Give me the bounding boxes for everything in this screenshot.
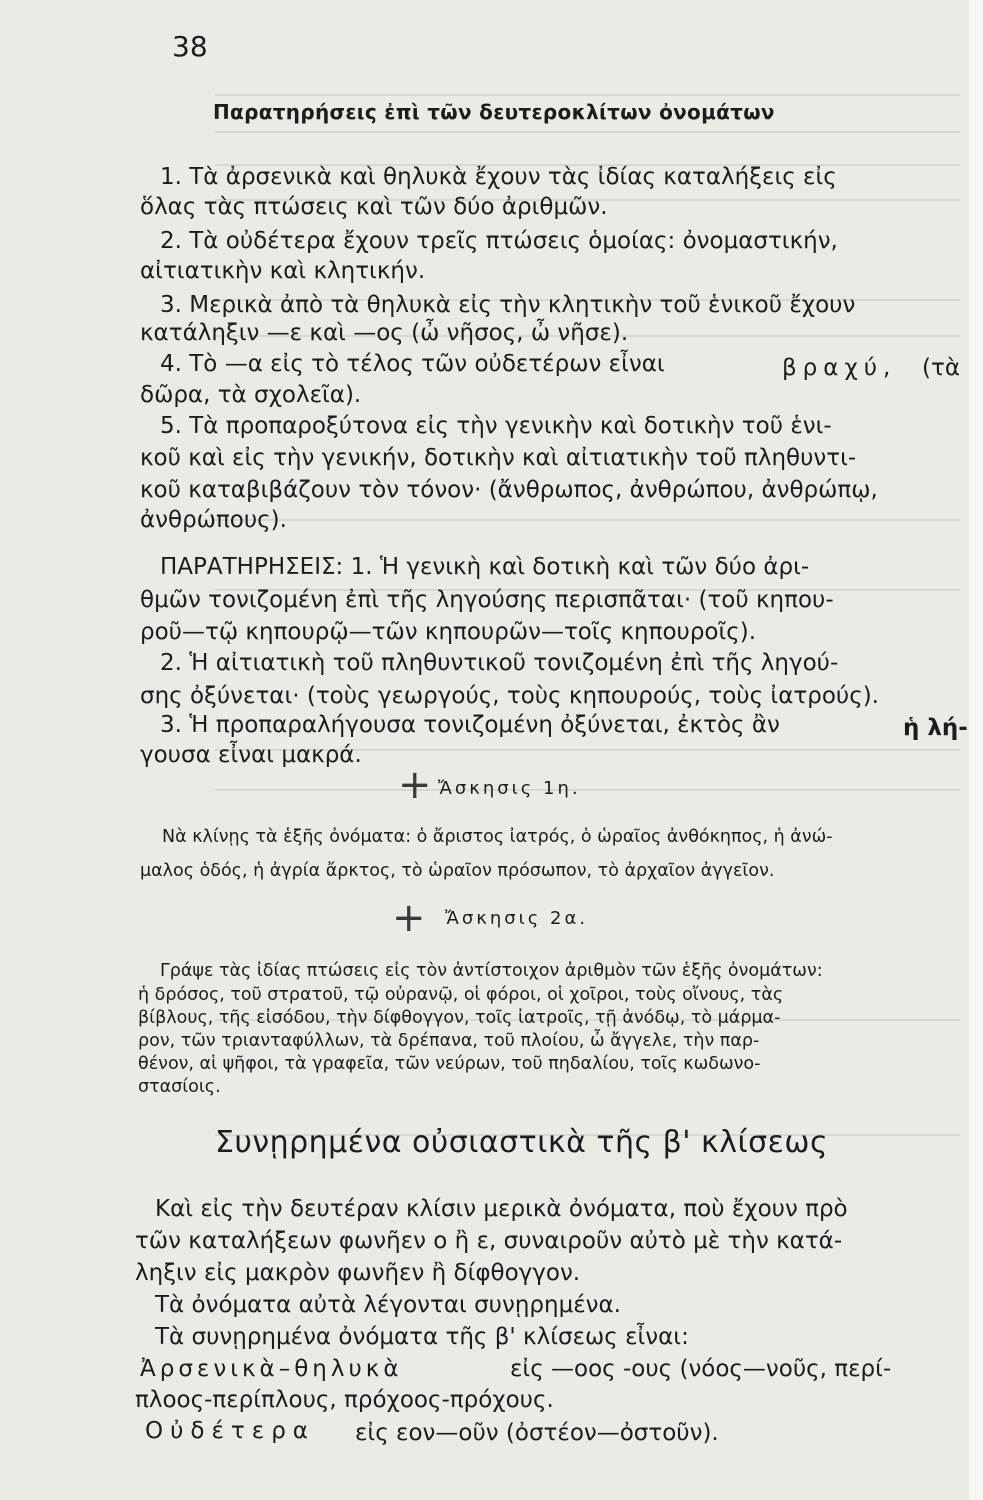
exercise-1-title: Ἄσκησις 1η. (438, 778, 581, 799)
rule-4-tail: (τὰ (922, 355, 960, 381)
rule-1-line-2: ὅλας τὰς πτώσεις καὶ τῶν δύο ἀριθμῶν. (140, 194, 608, 220)
neuter-text: εἰς εον—οῦν (ὀστέον—ὀστοῦν). (355, 1420, 719, 1446)
remarks-line-3: ροῦ—τῷ κηπουρῷ—τῶν κηπουρῶν—τοῖς κηπουροῖς). (140, 619, 757, 645)
remarks-line-6: 3. Ἡ προπαραλήγουσα τονιζομένη ὀξύνεται, ἐκτὸς ἂν (160, 712, 780, 738)
page-edge (969, 0, 983, 1500)
section-line-3: ληξιν εἰς μακρὸν φωνῆεν ἢ δίφθογγον. (135, 1260, 581, 1286)
section-heading-remarks: Παρατηρήσεις ἐπὶ τῶν δευτεροκλίτων ὀνομάτων (213, 100, 775, 124)
section-line-5: Τὰ συνῃρημένα ὀνόματα τῆς β' κλίσεως εἶναι: (155, 1324, 689, 1350)
handwritten-check-mark: + (392, 895, 426, 941)
section-line-1: Καὶ εἰς τὴν δευτέραν κλίσιν μερικὰ ὀνόματα, ποὺ ἔχουν πρὸ (155, 1196, 848, 1222)
rule-3-line-1: 3. Μερικὰ ἀπὸ τὰ θηλυκὰ εἰς τὴν κλητικὴν τοῦ ἑνικοῦ ἔχουν (160, 292, 856, 318)
rule-2-line-2: αἰτιατικὴν καὶ κλητικήν. (140, 258, 426, 284)
rule-4-line-2: δῶρα, τὰ σχολεῖα). (140, 382, 362, 408)
rule-5-line-1: 5. Τὰ προπαροξύτονα εἰς τὴν γενικὴν καὶ δοτικὴν τοῦ ἑνι- (160, 413, 832, 439)
rule-4-emphasis: βραχύ, (782, 355, 897, 381)
remarks-line-1: ΠΑΡΑΤΗΡΗΣΕΙΣ: 1. Ἡ γενικὴ καὶ δοτικὴ καὶ τῶν δύο ἀρι- (160, 554, 810, 580)
masc-fem-label: Ἀρσενικὰ–θηλυκὰ (140, 1356, 403, 1382)
exercise-2-title: Ἄσκησις 2α. (445, 908, 589, 929)
rule-3-line-2: κατάληξιν —ε καὶ —ος (ὦ νῆσος, ὦ νῆσε). (140, 320, 629, 346)
section-line-4: Τὰ ὀνόματα αὐτὰ λέγονται συνῃρημένα. (155, 1292, 621, 1318)
rule-1-line-1: 1. Τὰ ἀρσενικὰ καὶ θηλυκὰ ἔχουν τὰς ἰδίας καταλήξεις εἰς (160, 164, 837, 190)
exercise-2-line-1: Γράψε τὰς ἰδίας πτώσεις εἰς τὸν ἀντίστοιχον ἀριθμὸν τῶν ἑξῆς ὀνομάτων: (160, 961, 823, 981)
section-line-2: τῶν καταλήξεων φωνῆεν ο ἢ ε, συναιροῦν αὐτὸ μὲ τὴν κατά- (135, 1228, 843, 1254)
neuter-label: Οὐδέτερα (145, 1418, 315, 1444)
rule-4-line-1: 4. Τὸ —α εἰς τὸ τέλος τῶν οὐδετέρων εἶναι (160, 351, 665, 377)
remarks-line-2: θμῶν τονιζομένη ἐπὶ τῆς ληγούσης περισπᾶται· (τοῦ κηπου- (140, 587, 834, 613)
exercise-2-line-5: θένον, αἱ ψῆφοι, τὰ γραφεῖα, τῶν νεύρων, τοῦ πηδαλίου, τοῖς κωδωνο- (138, 1054, 761, 1074)
exercise-2-line-2: ἡ δρόσος, τοῦ στρατοῦ, τῷ οὐρανῷ, οἱ φόροι, οἱ χοῖροι, τοὺς οἴνους, τὰς (138, 985, 784, 1005)
rule-5-line-2: κοῦ καὶ εἰς τὴν γενικήν, δοτικὴν καὶ αἰτιατικὴν τοῦ πληθυντι- (140, 445, 857, 471)
handwritten-check-mark: + (398, 762, 432, 808)
remarks-emphasis: ἡ λή- (903, 715, 968, 741)
remarks-line-7: γουσα εἶναι μακρά. (140, 742, 362, 768)
exercise-2-line-3: βίβλους, τῆς εἰσόδου, τὴν δίφθογγον, τοῖς ἰατροῖς, τῇ ἀνόδῳ, τὸ μάρμα- (138, 1008, 781, 1028)
masc-fem-continuation: πλοος-περίπλους, πρόχοος-πρόχους. (135, 1387, 554, 1413)
exercise-1-line-1: Νὰ κλίνῃς τὰ ἑξῆς ὀνόματα: ὁ ἄριστος ἰατρός, ὁ ὡραῖος ἀνθόκηπος, ἡ ἀνώ- (162, 827, 833, 847)
masc-fem-text: εἰς —οος -ους (νόος—νοῦς, περί- (510, 1356, 892, 1382)
remarks-line-5: σης ὀξύνεται· (τοὺς γεωργούς, τοὺς κηπουρούς, τοὺς ἰατρούς). (140, 683, 879, 709)
exercise-2-line-4: ρον, τῶν τριανταφύλλων, τὰ δρέπανα, τοῦ πλοίου, ὦ ἄγγελε, τὴν παρ- (138, 1031, 760, 1051)
rule-5-line-3: κοῦ καταβιβάζουν τὸν τόνον· (ἄνθρωπος, ἀνθρώπου, ἀνθρώπῳ, (140, 477, 878, 503)
rule-5-line-4: ἀνθρώπους). (140, 507, 287, 533)
exercise-2-line-6: στασίοις. (138, 1077, 221, 1097)
exercise-1-line-2: μαλος ὁδός, ἡ ἀγρία ἄρκτος, τὸ ὡραῖον πρόσωπον, τὸ ἀρχαῖον ἀγγεῖον. (140, 861, 775, 881)
remarks-line-4: 2. Ἡ αἰτιατικὴ τοῦ πληθυντικοῦ τονιζομένη ἐπὶ τῆς ληγού- (160, 650, 839, 676)
section-heading-contracted: Συνῃρημένα οὐσιαστικὰ τῆς β' κλίσεως (215, 1125, 829, 1160)
page-number: 38 (172, 30, 208, 63)
rule-2-line-1: 2. Τὰ οὐδέτερα ἔχουν τρεῖς πτώσεις ὁμοίας: ὀνομαστικήν, (160, 228, 838, 254)
